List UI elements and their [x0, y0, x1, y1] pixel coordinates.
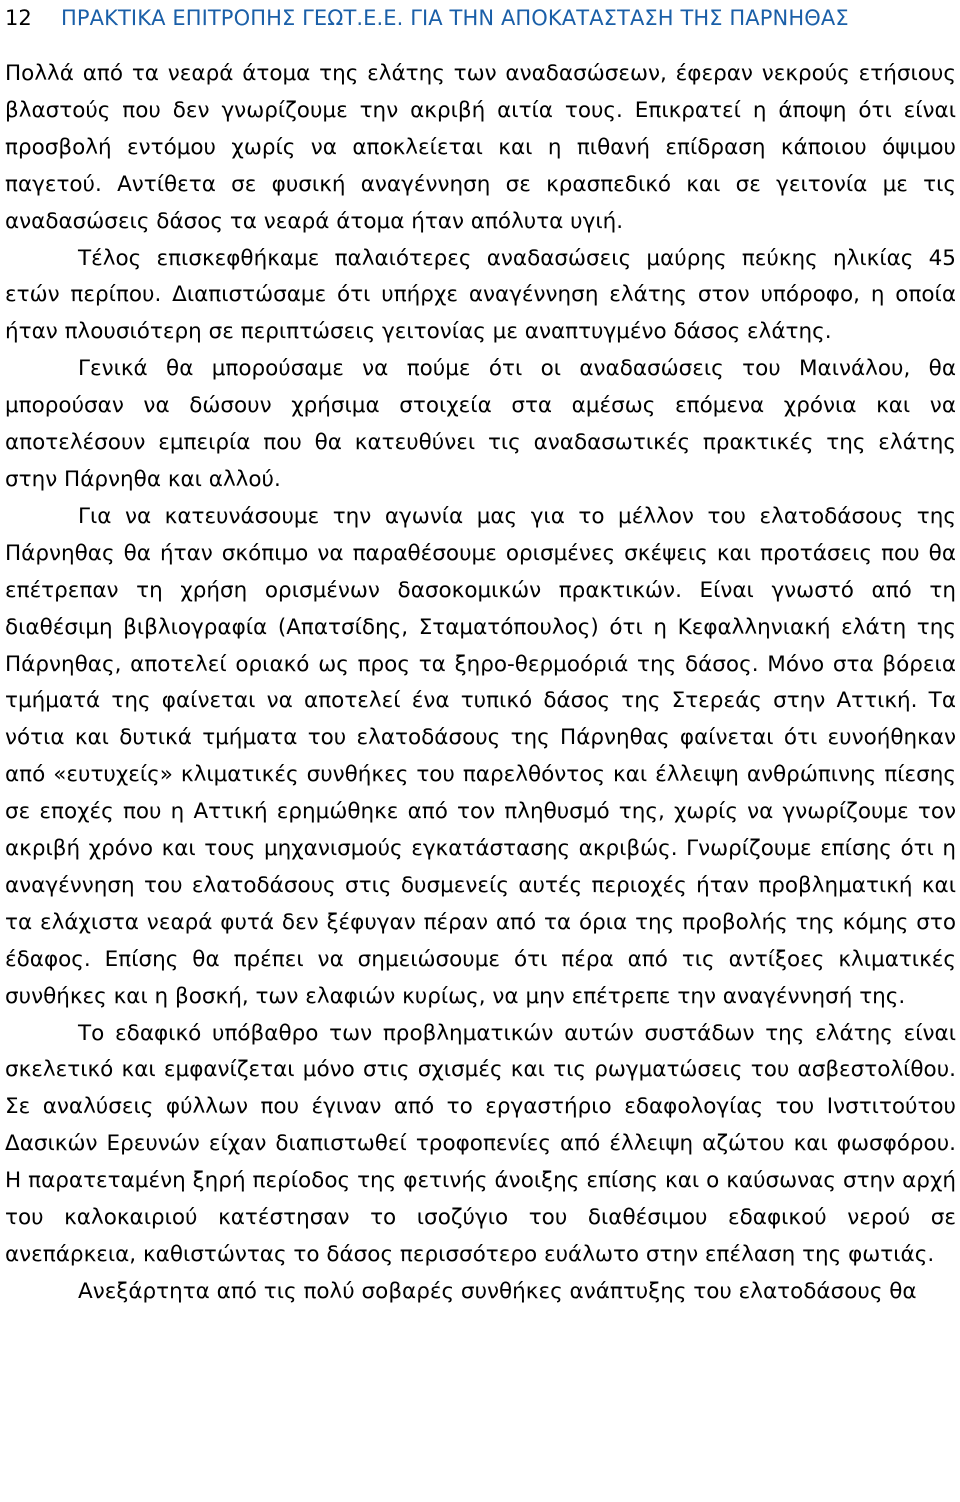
paragraph-6: Ανεξάρτητα από τις πολύ σοβαρές συνθήκες ανάπτυξης του ελατοδάσους θα — [78, 1278, 917, 1304]
paragraph-1: Πολλά από τα νεαρά άτομα της ελάτης των αναδασώσεων, έφεραν νεκρούς ετήσιους βλαστούς που δεν γνωρίζουμε την ακριβή αιτία τους. Επικρατεί η άποψη ότι είναι προσβολή εντόμου χωρίς να αποκλείεται και η πιθανή επίδραση κάποιου όψιμου παγετού. Αντίθετα σε φυσική αναγέννηση σε κρασπεδικό και σε γειτονία με τις αναδασώσεις δάσος τα νεαρά άτομα ήταν απόλυτα υγιή. — [5, 61, 956, 234]
page-header — [5, 2, 955, 34]
paragraph-2: Τέλος επισκεφθήκαμε παλαιότερες αναδασώσεις μαύρης πεύκης ηλικίας 45 ετών περίπου. Διαπιστώσαμε ότι υπήρχε αναγέννηση ελάτης στον υπόροφο, η οποία ήταν πλουσιότερη σε περιπτώσεις γειτονίας με αναπτυγμένο δάσος ελάτης. — [5, 245, 956, 345]
paragraph-3: Γενικά θα μπορούσαμε να πούμε ότι οι αναδασώσεις του Μαινάλου, θα μπορούσαν να δώσουν χρήσιμα στοιχεία στα αμέσως επόμενα χρόνια και να αποτελέσουν εμπειρία που θα κατευθύνει τις αναδασωτικές πρακτικές της ελάτης στην Πάρνηθα και αλλού. — [5, 356, 956, 492]
running-title: ΠΡΑΚΤΙΚΑ ΕΠΙΤΡΟΠΗΣ ΓΕΩΤ.Ε.Ε. ΓΙΑ ΤΗΝ ΑΠΟΚΑΤΑΣΤΑΣΗ ΤΗΣ ΠΑΡΝΗΘΑΣ — [61, 6, 849, 30]
page-number: 12 — [5, 6, 32, 30]
paragraph-4: Για να κατευνάσουμε την αγωνία μας για το μέλλον του ελατοδάσους της Πάρνηθας θα ήταν σκόπιμο να παραθέσουμε ορισμένες σκέψεις και προτάσεις που θα επέτρεπαν τη χρήση ορισμένων δασοκομικών πρακτικών. Είναι γνωστό από τη διαθέσιμη βιβλιογραφία (Απατσίδης, Σταματόπουλος) ότι η Κεφαλληνιακή ελάτη της Πάρνηθας, αποτελεί οριακό ως προς τα ξηρο-θερμοόριά της δάσος. Μόνο στα βόρεια τμήματά της φαίνεται να αποτελεί ένα τυπικό δάσος της Στερεάς στην Αττική. Τα νότια και δυτικά τμήματα του ελατοδάσους της Πάρνηθας φαίνεται ότι ευνοήθηκαν από «ευτυχείς» κλιματικές συνθήκες του παρελθόντος και έλλειψη ανθρώπινης πίεσης σε εποχές που η Αττική ερημώθηκε από τον πληθυσμό της, χωρίς να γνωρίζουμε τον ακριβή χρόνο και τους μηχανισμούς εγκατάστασης ακριβώς. Γνωρίζουμε επίσης ότι η αναγέννηση του ελατοδάσους στις δυσμενείς αυτές περιοχές ήταν προβληματική και τα ελάχιστα νεαρά φυτά δεν ξέφυγαν πέραν από τα όρια της προβολής της κόμης στο έδαφος. Επίσης θα πρέπει να σημειώσουμε ότι πέρα από τις αντίξοες κλιματικές συνθήκες και η βοσκή, των ελαφιών κυρίως, να μην επέτρεπε την αναγέννησή της. — [5, 503, 956, 1009]
paragraph-5: Το εδαφικό υπόβαθρο των προβληματικών αυτών συστάδων της ελάτης είναι σκελετικό και εμφανίζεται μόνο στις σχισμές και τις ρωγματώσεις του ασβεστολίθου. Σε αναλύσεις φύλλων που έγιναν από το εργαστήριο εδαφολογίας του Ινστιτούτου Δασικών Ερευνών είχαν διαπιστωθεί τροφοπενίες από έλλειψη αζώτου και φωσφόρου. Η παρατεταμένη ξηρή περίοδος της φετινής άνοιξης επίσης και ο καύσωνας στην αρχή του καλοκαιριού κατέστησαν το ισοζύγιο του διαθέσιμου εδαφικού νερού σε ανεπάρκεια, καθιστώντας το δάσος περισσότερο ευάλωτο στην επέλαση της φωτιάς. — [5, 1020, 956, 1267]
body-text — [5, 56, 956, 1311]
